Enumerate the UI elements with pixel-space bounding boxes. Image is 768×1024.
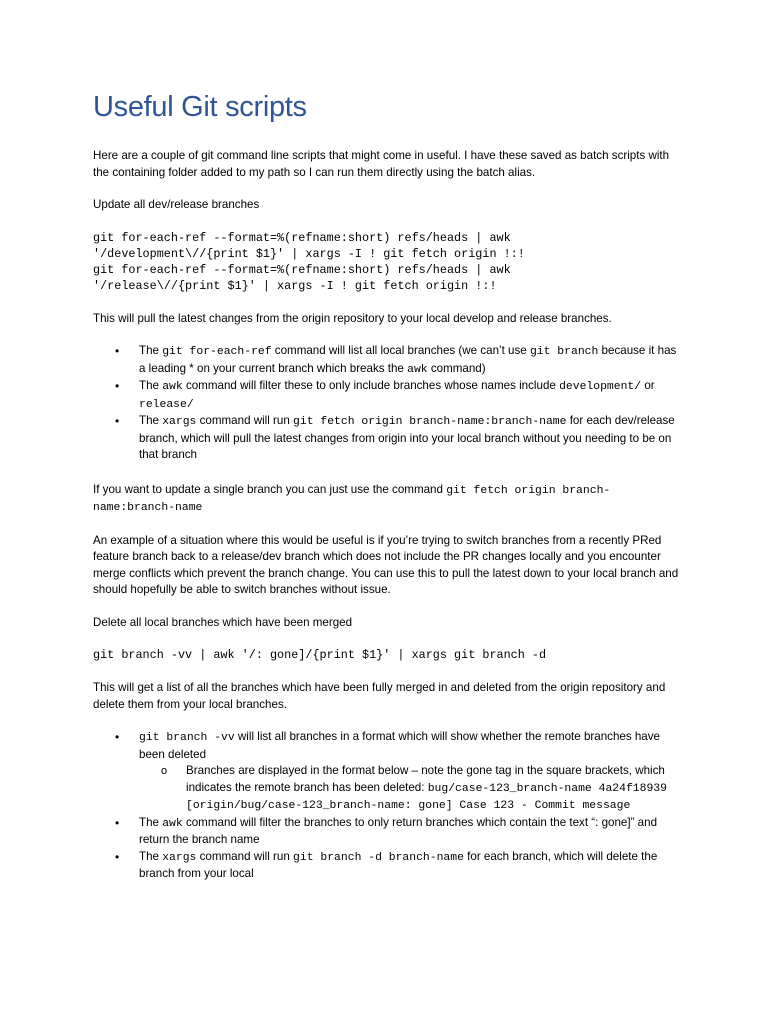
inline-code: git fetch origin branch-name:branch-name (293, 416, 567, 428)
list-item: • The xargs command will run git branch -d branch-name for each branch, which will delete the branch from your local (115, 849, 658, 880)
inline-code: git branch -d branch-name (293, 851, 464, 864)
list-item: • git branch -vv will list all branches in a format which will show whether the remote branches have been deleted o Branches are displayed in the format below – note the gone tag in the square brackets, which indicates the remote branch has been deleted: bug/case-123_branch-name 4a24f18939 [origin/bug/case-123_branch-name: gone] Case 123 - Commit message (93, 729, 683, 815)
code-line: git for-each-ref --format=%(refname:short) refs/heads | awk (93, 230, 511, 245)
code-block-update (93, 230, 683, 294)
inline-code: git branch -vv (139, 732, 235, 744)
inline-code: awk (407, 363, 428, 376)
inline-code: git fetch origin branch-name:branch-name (93, 484, 611, 514)
document-page (93, 90, 683, 901)
single-branch-paragraph: If you want to update a single branch you can just use the command git fetch origin branch-name:branch-name (93, 482, 611, 514)
section-heading-update: Update all dev/release branches (93, 198, 260, 211)
bullet-icon: • (115, 379, 120, 393)
bullet-icon: • (115, 414, 120, 428)
bullet-icon: • (115, 730, 120, 744)
list-item: o Branches are displayed in the format below – note the gone tag in the square brackets, which indicates the remote branch has been deleted: bug/case-123_branch-name 4a24f18939 [origin/bug/case-123_branch-name: gone] Case 123 - Commit message (161, 764, 667, 812)
code-line: git for-each-ref --format=%(refname:short) refs/heads | awk (93, 262, 511, 277)
inline-code: xargs (162, 416, 197, 428)
inline-code: release/ (139, 398, 194, 411)
page-title: Useful Git scripts (93, 91, 307, 123)
bullet-icon: • (115, 815, 120, 830)
code-line: '/release\//{print $1}' | xargs -I ! git fetch origin !:! (93, 278, 497, 293)
list-item: • The xargs command will run git fetch origin branch-name:branch-name for each dev/release branch, which will pull the latest changes from origin into your local branch without you needing to be on that branch (115, 414, 675, 461)
inline-code: git for-each-ref (162, 346, 272, 358)
bullet-icon: • (115, 344, 120, 358)
delete-description: This will get a list of all the branches which have been fully merged in and deleted from the origin repository and delete them from your local branches. (93, 681, 666, 711)
bullet-icon: • (115, 849, 120, 864)
inline-code: development/ (559, 381, 642, 393)
inline-code: xargs (162, 851, 197, 864)
section-heading-delete: Delete all local branches which have been merged (93, 615, 353, 629)
list-item: • The git for-each-ref command will list all local branches (we can’t use git branch because it has a leading * on your current branch which breaks the awk command) (115, 344, 677, 376)
list-item: • The awk command will filter these to only include branches whose names include development/ or release/ (115, 379, 655, 411)
code-line: '/development\//{print $1}' | xargs -I ! git fetch origin !:! (93, 246, 525, 261)
inline-code: awk (162, 381, 183, 393)
list-item: • The awk command will filter the branches to only return branches which contain the text “: gone]” and return the branch name (115, 815, 658, 846)
inline-code: bug/case-123_branch-name 4a24f18939 [origin/bug/case-123_branch-name: gone] Case 123 - Commit message (186, 782, 667, 812)
sub-bullet-list (139, 763, 683, 815)
example-paragraph: An example of a situation where this would be useful is if you’re trying to switch branches from a recently PRed feature branch back to a release/dev branch which does not include the PR changes locally and you encounter merge conflicts which prevent the branch change. You can use this to pull the latest down to your local branch and should hopefully be able to switch branches without issue. (93, 533, 679, 596)
inline-code: git branch (529, 346, 599, 358)
sub-bullet-icon: o (161, 765, 168, 777)
intro-paragraph: Here are a couple of git command line scripts that might come in useful. I have these saved as batch scripts with the containing folder added to my path so I can run them directly using the batch alias. (93, 149, 670, 179)
delete-bullet-list (93, 729, 683, 883)
update-description: This will pull the latest changes from the origin repository to your local develop and release branches. (93, 311, 612, 325)
code-block-delete: git branch -vv | awk '/: gone]/{print $1}' | xargs git branch -d (93, 648, 547, 662)
update-bullet-list (93, 343, 683, 464)
inline-code: awk (162, 817, 183, 830)
